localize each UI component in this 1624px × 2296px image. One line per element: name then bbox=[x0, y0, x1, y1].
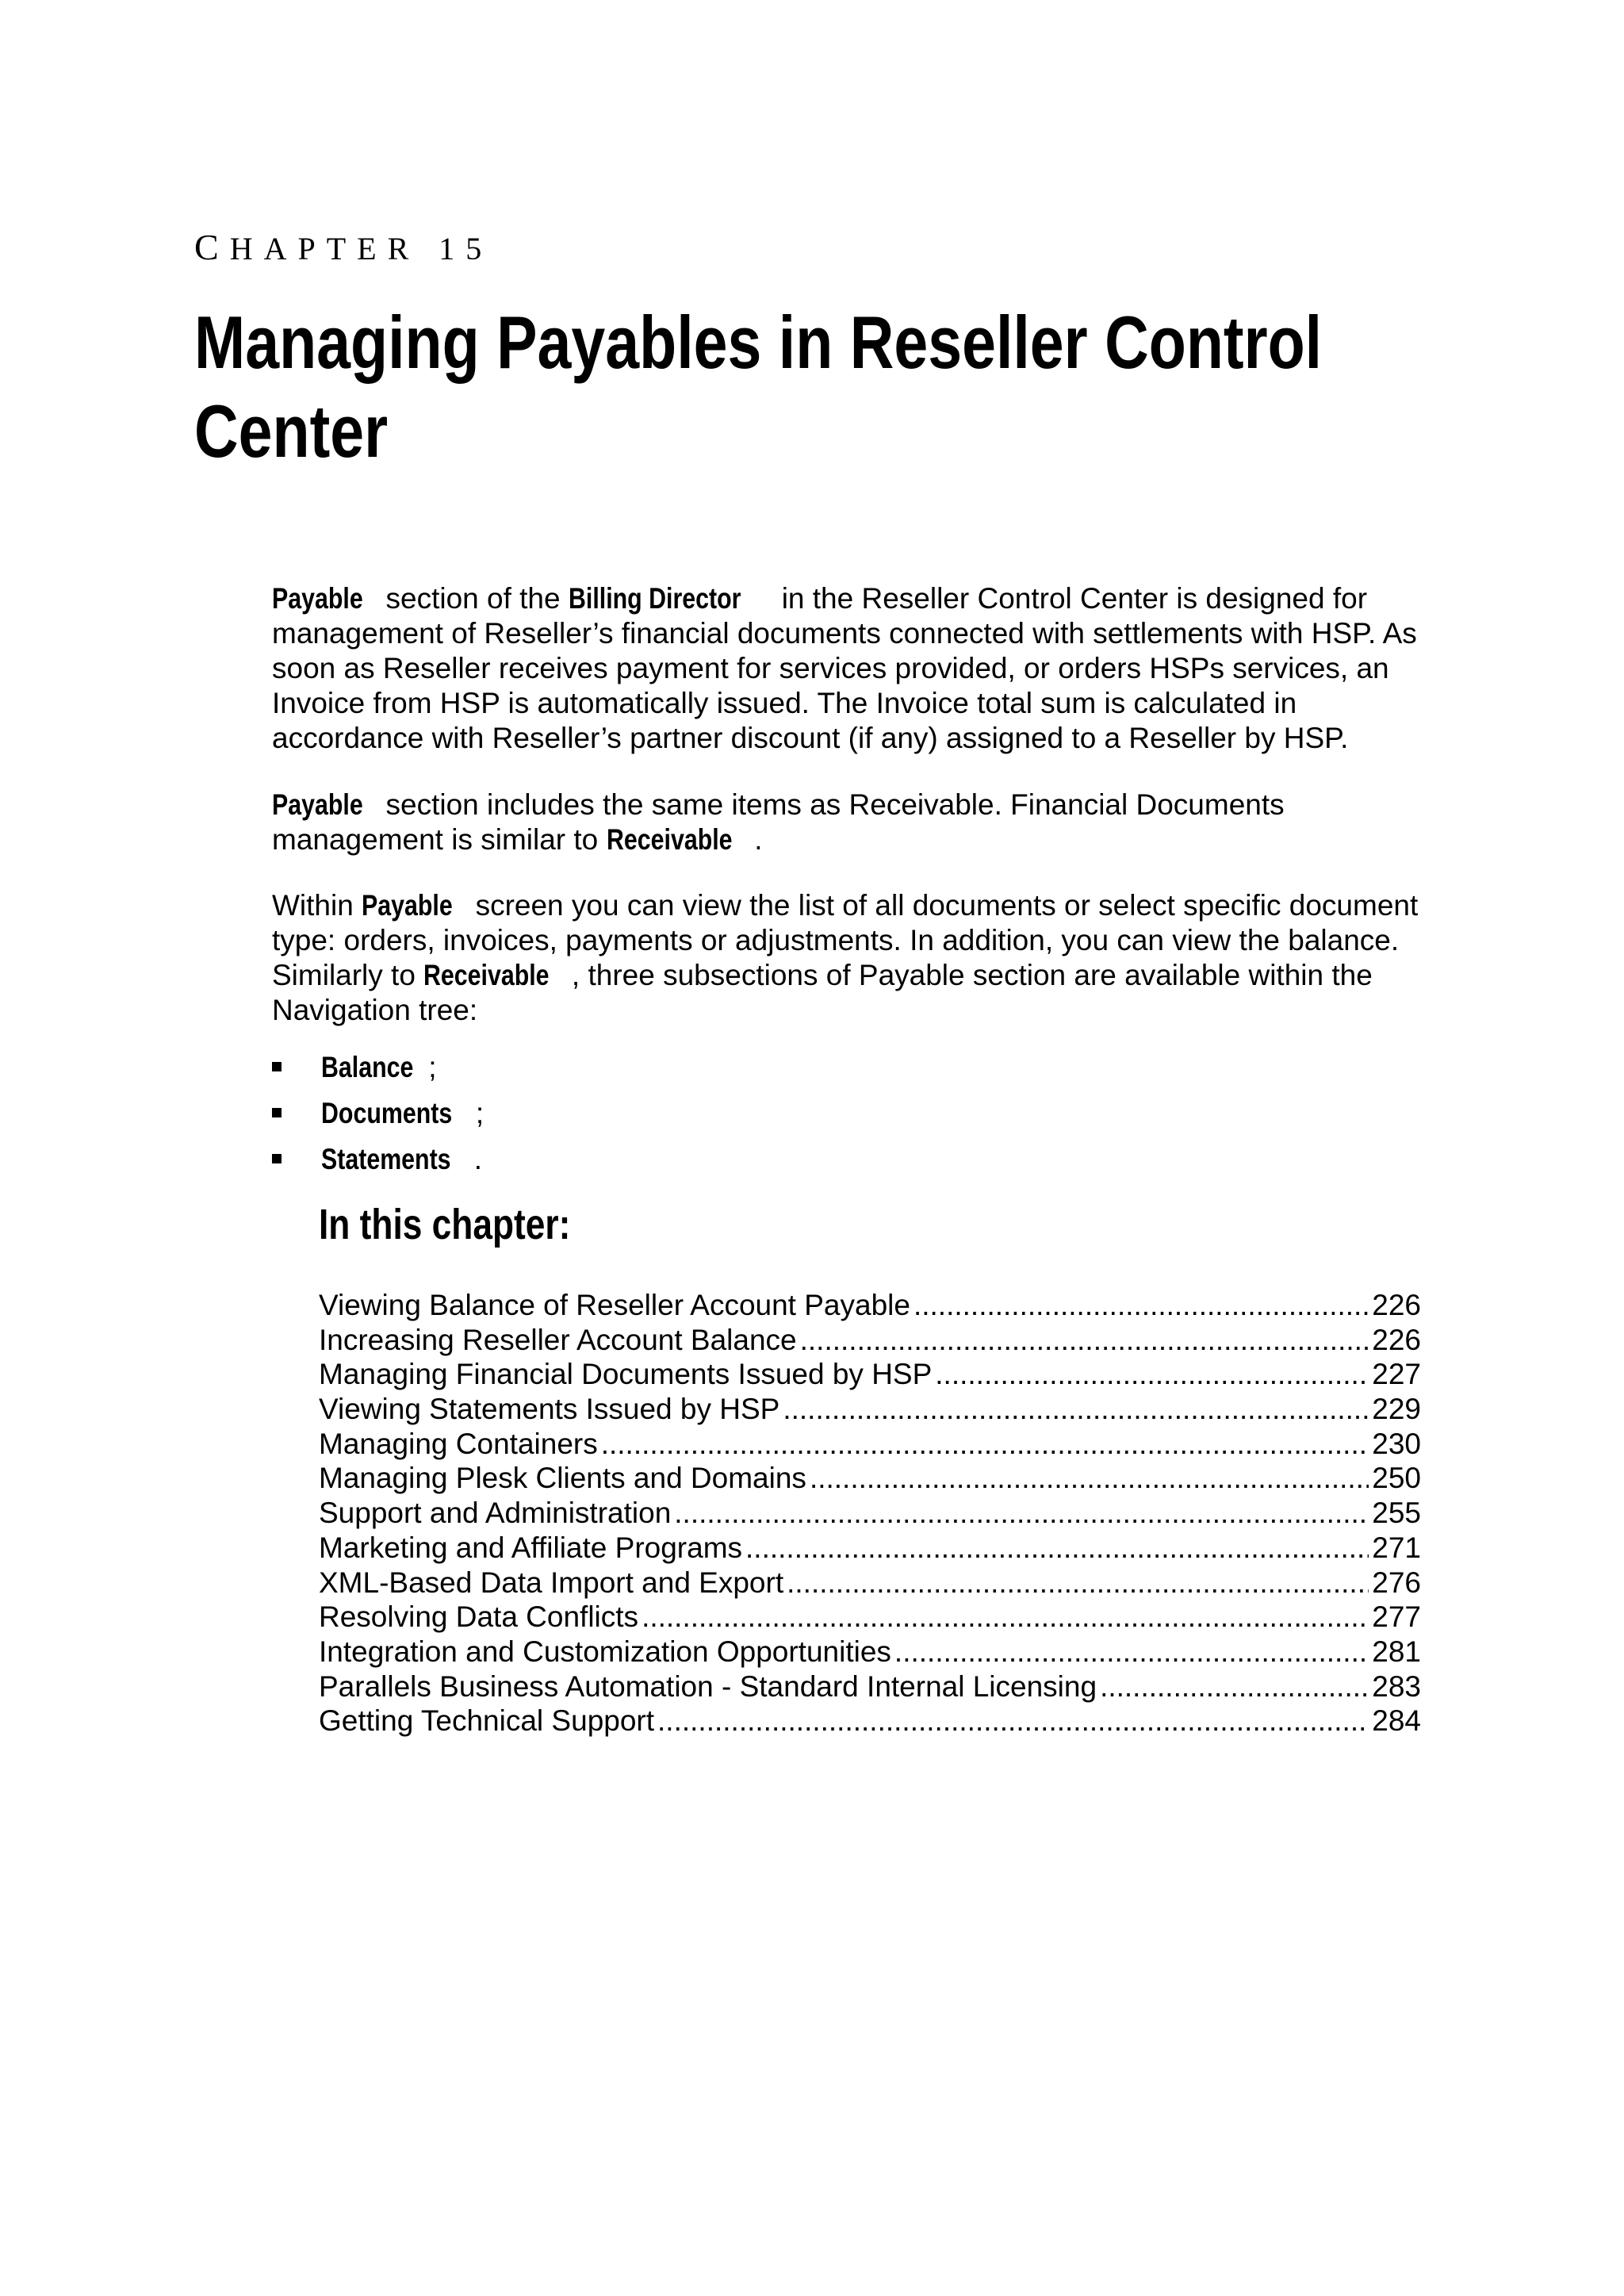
chapter-title: Managing Payables in Reseller Control Center bbox=[194, 301, 1323, 473]
toc-entry[interactable] bbox=[319, 1461, 1421, 1496]
toc-entry-title[interactable]: Viewing Balance of Reseller Account Payable bbox=[319, 1289, 910, 1321]
toc-entry-title[interactable]: Increasing Reseller Account Balance bbox=[319, 1323, 797, 1356]
toc-entry[interactable] bbox=[319, 1566, 1421, 1600]
subsection-name: Balance bbox=[321, 1051, 414, 1083]
subsection-name: Statements bbox=[321, 1143, 451, 1175]
toc-dot-leader bbox=[601, 1427, 1369, 1462]
toc-entry-title[interactable]: Managing Containers bbox=[319, 1427, 598, 1460]
toc-entry-page[interactable]: 283 bbox=[1372, 1669, 1421, 1703]
toc-dot-leader bbox=[674, 1496, 1369, 1531]
keyword-payable: Payable bbox=[272, 582, 363, 615]
toc-entry[interactable] bbox=[319, 1323, 1421, 1358]
toc-entry[interactable] bbox=[319, 1704, 1421, 1738]
toc-entry-title[interactable]: Viewing Statements Issued by HSP bbox=[319, 1393, 780, 1426]
paragraph-text: Within bbox=[272, 889, 362, 922]
toc-entry[interactable] bbox=[319, 1635, 1421, 1669]
intro-paragraph-2 bbox=[272, 788, 1446, 857]
toc-entry-title[interactable]: Integration and Customization Opportunities bbox=[319, 1635, 891, 1668]
toc-entry-page[interactable]: 226 bbox=[1372, 1323, 1421, 1356]
paragraph-text: , three subsections of Payable section are available within the Navigation tree: bbox=[272, 959, 1373, 1026]
keyword-receivable: Receivable bbox=[606, 823, 733, 856]
toc-entry[interactable] bbox=[319, 1357, 1421, 1392]
toc-dot-leader bbox=[745, 1531, 1369, 1566]
toc-entry-page[interactable]: 284 bbox=[1372, 1704, 1421, 1738]
subsection-label bbox=[321, 1048, 437, 1087]
toc-entry-title[interactable]: Getting Technical Support bbox=[319, 1704, 655, 1738]
toc-dot-leader bbox=[914, 1288, 1369, 1323]
toc-entry-page[interactable]: 230 bbox=[1372, 1427, 1421, 1460]
toc-entry[interactable] bbox=[319, 1669, 1421, 1704]
toc-entry-page[interactable]: 276 bbox=[1372, 1566, 1421, 1599]
toc-entry[interactable] bbox=[319, 1531, 1421, 1566]
toc-entry-page[interactable]: 277 bbox=[1372, 1600, 1421, 1634]
subsection-label bbox=[321, 1140, 482, 1179]
square-bullet-icon bbox=[272, 1154, 282, 1163]
toc-entry-page[interactable]: 271 bbox=[1372, 1531, 1421, 1564]
paragraph-text: section of the bbox=[377, 582, 569, 615]
keyword-payable: Payable bbox=[362, 889, 453, 922]
toc-entry-title[interactable]: Marketing and Affiliate Programs bbox=[319, 1531, 743, 1564]
toc-entry[interactable] bbox=[319, 1600, 1421, 1635]
toc-entry-page[interactable]: 281 bbox=[1372, 1635, 1421, 1668]
intro-paragraph-1 bbox=[272, 581, 1446, 756]
toc-entry-title[interactable]: Support and Administration bbox=[319, 1497, 672, 1530]
toc-entry-page[interactable]: 250 bbox=[1372, 1462, 1421, 1495]
toc-entry-title[interactable]: Managing Financial Documents Issued by HSP bbox=[319, 1358, 933, 1391]
keyword-billing-director: Billing Director bbox=[568, 582, 741, 615]
toc-dot-leader bbox=[783, 1392, 1369, 1427]
toc-dot-leader bbox=[1100, 1669, 1369, 1704]
toc-entry-page[interactable]: 255 bbox=[1372, 1497, 1421, 1530]
toc-dot-leader bbox=[810, 1461, 1369, 1496]
toc-entry-page[interactable]: 226 bbox=[1372, 1289, 1421, 1321]
toc-dot-leader bbox=[787, 1566, 1369, 1600]
toc-entry-title[interactable]: XML-Based Data Import and Export bbox=[319, 1566, 784, 1599]
intro-paragraph-3 bbox=[272, 888, 1446, 1028]
toc-entry-page[interactable]: 227 bbox=[1372, 1358, 1421, 1391]
subsection-name: Documents bbox=[321, 1097, 453, 1129]
chapter-label-initial: C bbox=[194, 227, 230, 267]
subsection-label bbox=[321, 1094, 484, 1133]
chapter-label-rest: HAPTER bbox=[229, 231, 420, 266]
chapter-number: 15 bbox=[439, 231, 493, 266]
toc-entry-title[interactable]: Resolving Data Conflicts bbox=[319, 1600, 639, 1634]
keyword-payable: Payable bbox=[272, 788, 363, 821]
subsection-suffix: ; bbox=[475, 1097, 485, 1129]
toc-dot-leader bbox=[800, 1323, 1369, 1358]
chapter-label bbox=[194, 228, 492, 268]
subsection-suffix: ; bbox=[428, 1051, 437, 1083]
toc-entry[interactable] bbox=[319, 1288, 1421, 1323]
toc-entry[interactable] bbox=[319, 1392, 1421, 1427]
toc-entry-page[interactable]: 229 bbox=[1372, 1393, 1421, 1426]
toc-entry[interactable] bbox=[319, 1496, 1421, 1531]
square-bullet-icon bbox=[272, 1062, 282, 1071]
in-this-chapter-heading: In this chapter: bbox=[319, 1201, 571, 1248]
keyword-receivable: Receivable bbox=[423, 959, 550, 991]
paragraph-text: section includes the same items as Receivable. Financial Documents management is similar to bbox=[272, 788, 1285, 856]
subsection-suffix: . bbox=[473, 1143, 483, 1175]
square-bullet-icon bbox=[272, 1108, 282, 1117]
toc-dot-leader bbox=[642, 1600, 1369, 1635]
paragraph-text: . bbox=[754, 823, 763, 856]
toc-dot-leader bbox=[894, 1635, 1369, 1669]
toc-entry-title[interactable]: Parallels Business Automation - Standard Internal Licensing bbox=[319, 1669, 1097, 1703]
toc-dot-leader bbox=[935, 1357, 1369, 1392]
paragraph-text: in the Reseller Control Center is designed for management of Reseller’s financial documents connected with settlements with HSP. As soon as Reseller receives payment for services provided, or orders HSPs services, an Invoice from HSP is automatically issued. The Invoice total sum is calculated in accordance with Reseller’s partner discount (if any) assigned to a Reseller by HSP. bbox=[272, 582, 1417, 754]
paragraph-text: screen you can view the list of all documents or select specific document type: orders, invoices, payments or adjustments. In addition, you can view the balance. Similarly to bbox=[272, 889, 1419, 991]
toc-dot-leader bbox=[657, 1704, 1369, 1738]
chapter-toc bbox=[319, 1288, 1421, 1738]
toc-entry-title[interactable]: Managing Plesk Clients and Domains bbox=[319, 1462, 806, 1495]
toc-entry[interactable] bbox=[319, 1427, 1421, 1462]
